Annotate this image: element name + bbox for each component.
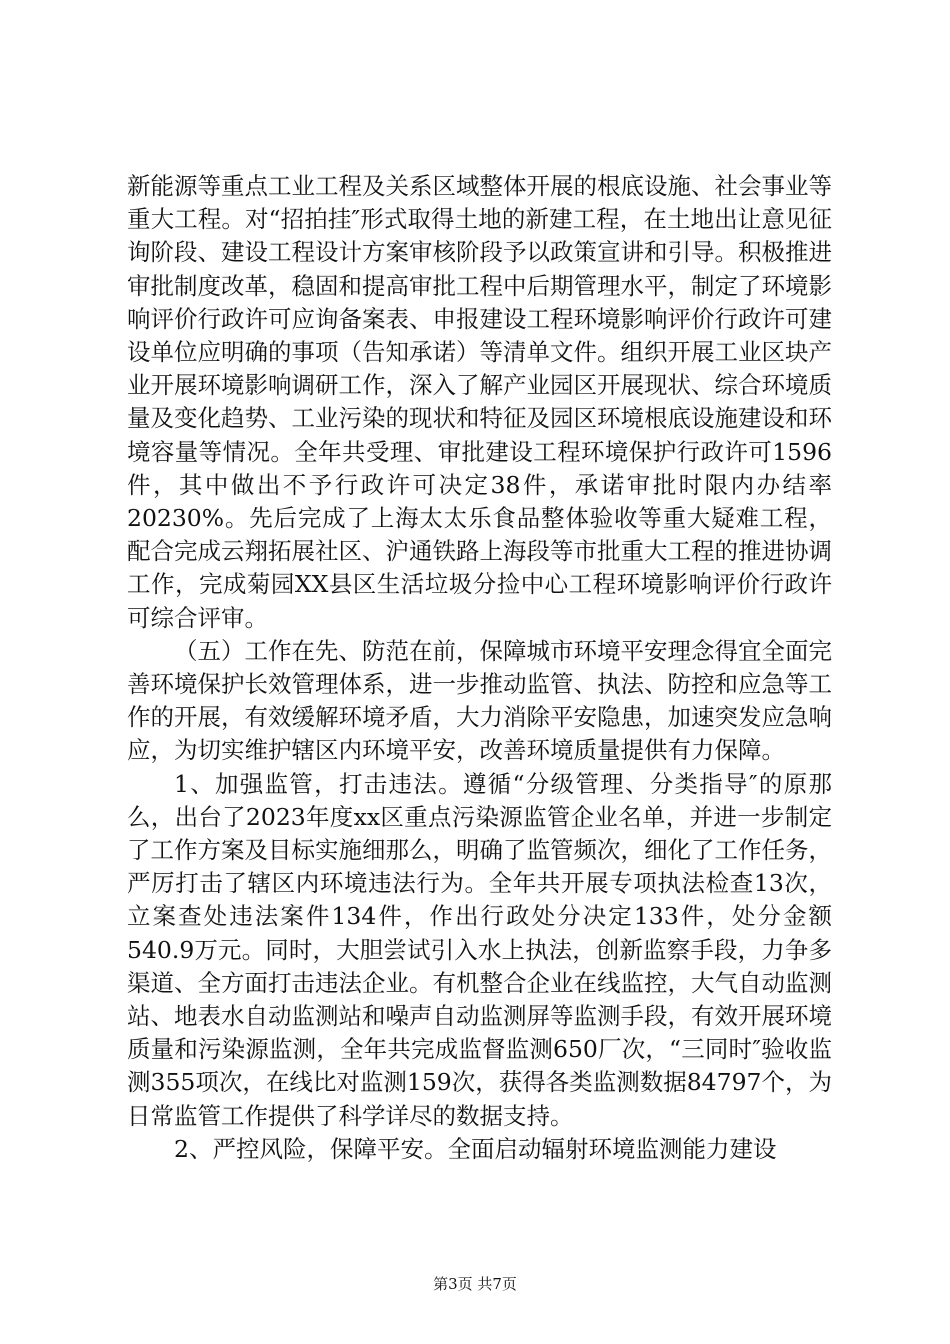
document-body [127,170,832,1166]
paragraph: 新能源等重点工业工程及关系区域整体开展的根底设施、社会事业等重大工程。对“招拍挂″形式取得土地的新建工程，在土地出让意见征询阶段、建设工程设计方案审核阶段予以政策宣讲和引导。积极推进审批制度改革，稳固和提高审批工程中后期管理水平，制定了环境影响评价行政许可应询备案表、申报建设工程环境影响评价行政许可建设单位应明确的事项（告知承诺）等清单文件。组织开展工业区块产业开展环境影响调研工作，深入了解产业园区开展现状、综合环境质量及变化趋势、工业污染的现状和特征及园区环境根底设施建设和环境容量等情况。全年共受理、审批建设工程环境保护行政许可1596件，其中做出不予行政许可决定38件，承诺审批时限内办结率20230%。先后完成了上海太太乐食品整体验收等重大疑难工程，配合完成云翔拓展社区、沪通铁路上海段等市批重大工程的推进协调工作，完成菊园XX县区生活垃圾分捡中心工程环境影响评价行政许可综合评审。 [127,172,832,632]
paragraph: （五）工作在先、防范在前，保障城市环境平安理念得宜全面完善环境保护长效管理体系，进一步推动监管、执法、防控和应急等工作的开展，有效缓解环境矛盾，大力消除平安隐患，加速突发应急响应，为切实维护辖区内环境平安，改善环境质量提供有力保障。 [127,636,832,765]
paragraph: 1、加强监管，打击违法。遵循“分级管理、分类指导″的原那么，出台了2023年度xx区重点污染源监管企业名单，并进一步制定了工作方案及目标实施细那么，明确了监管频次，细化了工作任务，严厉打击了辖区内环境违法行为。全年共开展专项执法检查13次，立案查处违法案件134件，作出行政处分决定133件，处分金额540.9万元。同时，大胆尝试引入水上执法，创新监察手段，力争多渠道、全方面打击违法企业。有机整合企业在线监控，大气自动监测站、地表水自动监测站和噪声自动监测屏等监测手段，有效开展环境质量和污染源监测，全年共完成监督监测650厂次，“三同时″验收监测355项次，在线比对监测159次，获得各类监测数据84797个，为日常监管工作提供了科学详尽的数据支持。 [127,769,832,1130]
page-number: 第3页 共7页 [433,1275,517,1293]
paragraph: 2、严控风险，保障平安。全面启动辐射环境监测能力建设 [174,1134,777,1163]
page-footer [0,1274,950,1294]
